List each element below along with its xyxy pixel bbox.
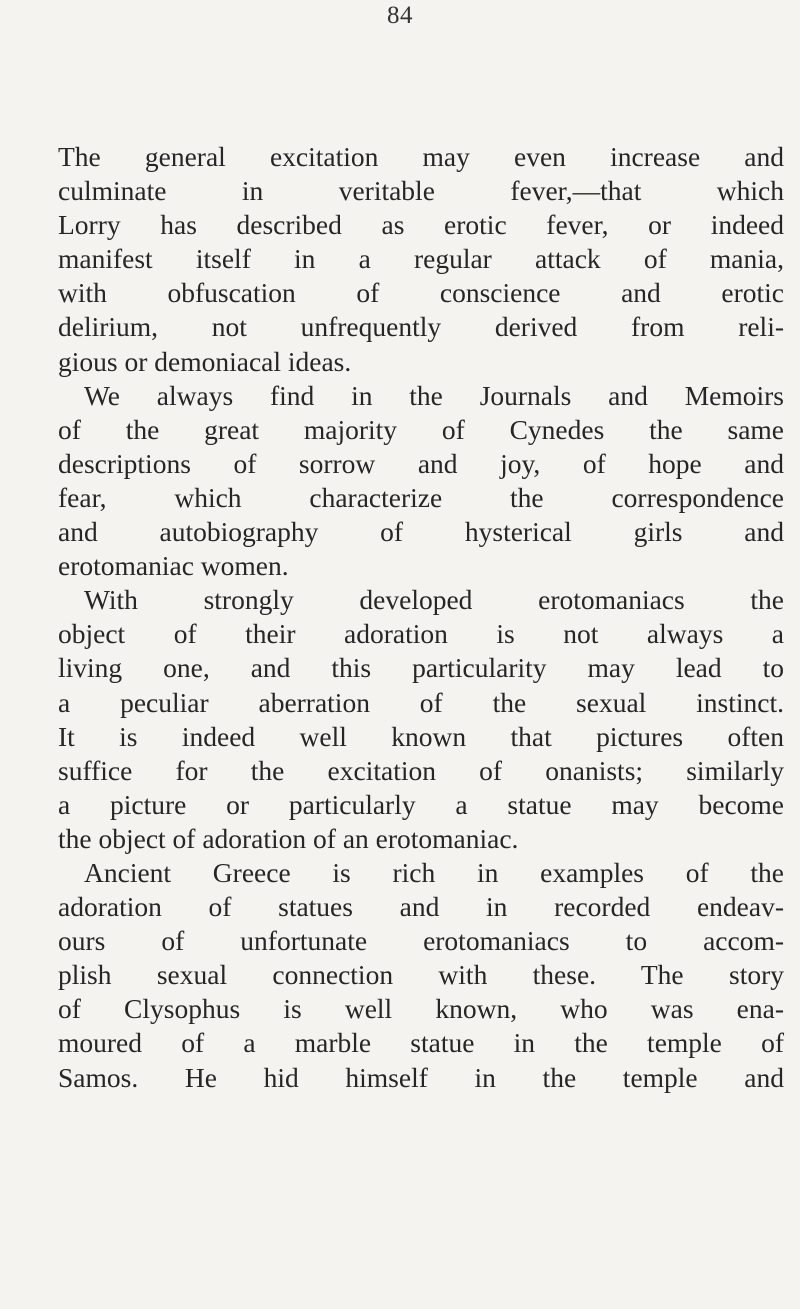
text-line: descriptions of sorrow and joy, of hope and (58, 447, 784, 479)
text-line: adoration of statues and in recorded endeav- (58, 891, 784, 923)
text-line: ours of unfortunate erotomaniacs to accom- (58, 925, 784, 957)
text-line: of Clysophus is well known, who was ena- (58, 993, 784, 1025)
text-line: manifest itself in a regular attack of mania, (58, 243, 784, 275)
paragraph (58, 856, 784, 1095)
text-line: a peculiar aberration of the sexual instinct. (58, 686, 784, 718)
text-line: We always find in the Journals and Memoirs (84, 379, 784, 411)
text-line: Ancient Greece is rich in examples of the (84, 856, 784, 888)
paragraph (58, 140, 784, 379)
page-number: 84 (387, 2, 413, 29)
paragraph (58, 379, 784, 584)
text-line: object of their adoration is not always a (58, 618, 784, 650)
text-line: The general excitation may even increase and (58, 141, 784, 172)
text-line: Samos. He hid himself in the temple and (58, 1061, 784, 1093)
text-line: the object of adoration of an erotomaniac. (58, 822, 519, 854)
text-line: erotomaniac women. (58, 550, 289, 582)
text-line: It is indeed well known that pictures often (58, 720, 784, 752)
text-line: Lorry has described as erotic fever, or indeed (58, 209, 784, 241)
text-line: and autobiography of hysterical girls and (58, 516, 784, 548)
text-line: culminate in veritable fever,—that which (58, 175, 784, 207)
text-line: living one, and this particularity may lead to (58, 652, 784, 684)
text-line: moured of a marble statue in the temple of (58, 1027, 784, 1059)
body-text (58, 140, 784, 1095)
text-line: gious or demoniacal ideas. (58, 345, 352, 377)
text-line: fear, which characterize the correspondence (58, 481, 784, 513)
text-line: a picture or particularly a statue may become (58, 788, 784, 820)
text-line: of the great majority of Cynedes the same (58, 413, 784, 445)
paragraph (58, 583, 784, 856)
text-line: suffice for the excitation of onanists; similarly (58, 754, 784, 786)
text-line: delirium, not unfrequently derived from reli- (58, 311, 784, 343)
text-line: With strongly developed erotomaniacs the (84, 584, 784, 616)
text-line: plish sexual connection with these. The story (58, 959, 784, 991)
text-line: with obfuscation of conscience and erotic (58, 277, 784, 309)
